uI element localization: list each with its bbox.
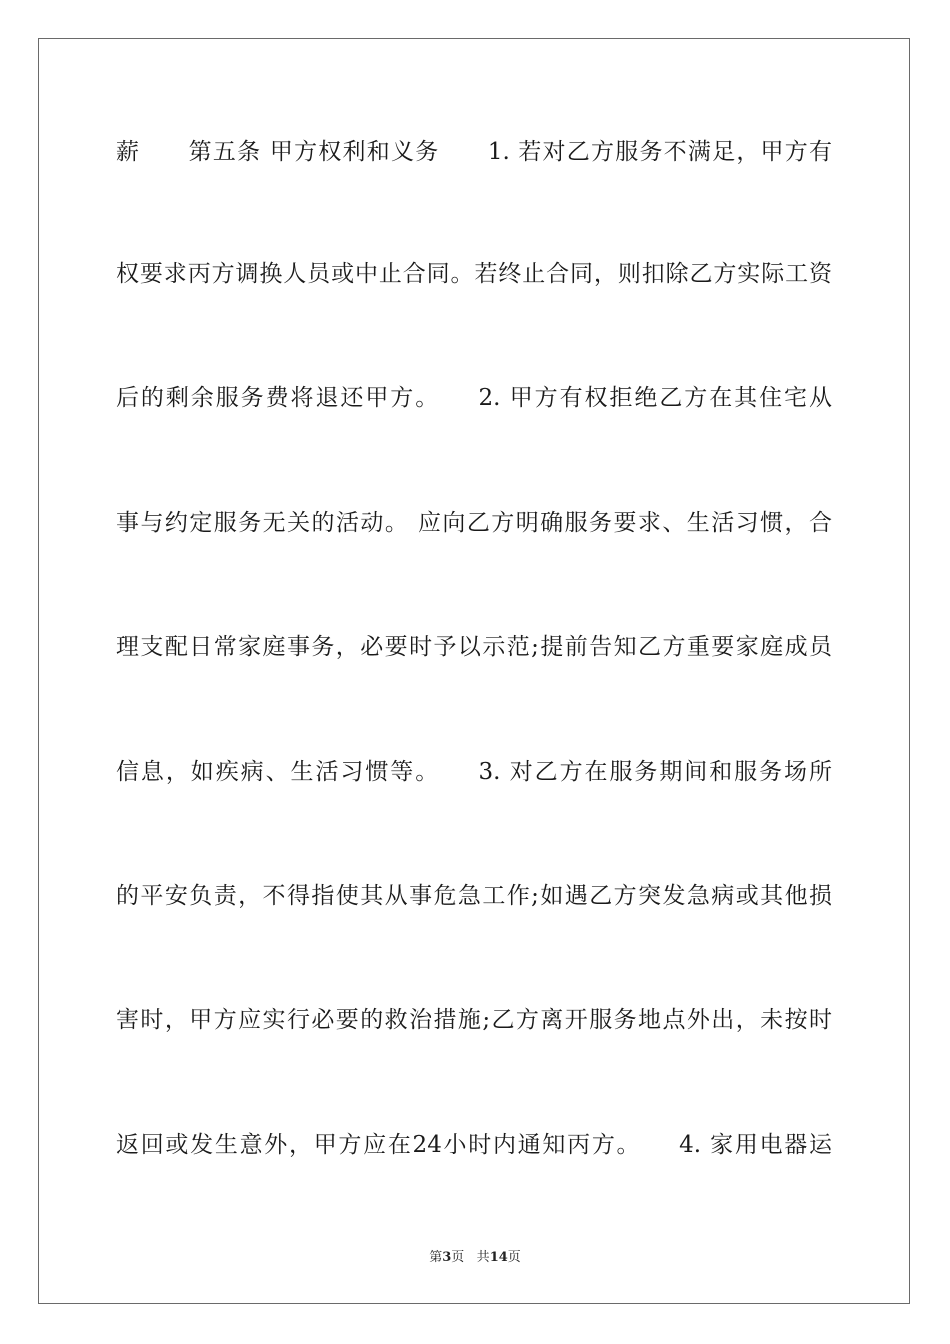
footer-total-pages: 14: [489, 1250, 508, 1265]
footer-page-suffix: 页: [451, 1250, 465, 1265]
page-footer: [0, 1246, 950, 1265]
body-line-2: 权要求丙方调换人员或中止合同。若终止合同，则扣除乙方实际工资: [116, 261, 832, 287]
body-line-8: 害时，甲方应实行必要的救治措施;乙方离开服务地点外出，未按时: [116, 1007, 832, 1033]
body-line-6: 信息，如疾病、生活习惯等。 3. 对乙方在服务期间和服务场所: [116, 759, 832, 785]
body-line-3: 后的剩余服务费将退还甲方。 2. 甲方有权拒绝乙方在其住宅从: [116, 385, 832, 411]
footer-page-number: 3: [442, 1250, 452, 1265]
body-line-4: 事与约定服务无关的活动。 应向乙方明确服务要求、生活习惯，合: [116, 510, 832, 536]
body-line-9: 返回或发生意外，甲方应在24小时内通知丙方。 4. 家用电器运: [116, 1132, 832, 1158]
body-line-1: 薪 第五条 甲方权利和义务 1. 若对乙方服务不满足，甲方有: [116, 139, 832, 165]
body-line-7: 的平安负责，不得指使其从事危急工作;如遇乙方突发急病或其他损: [116, 883, 832, 909]
body-line-5: 理支配日常家庭事务，必要时予以示范;提前告知乙方重要家庭成员: [116, 634, 832, 660]
footer-total-prefix: 共: [476, 1250, 490, 1265]
footer-total-suffix: 页: [507, 1250, 521, 1265]
page-border: [38, 38, 910, 1304]
footer-page-prefix: 第: [429, 1250, 443, 1265]
